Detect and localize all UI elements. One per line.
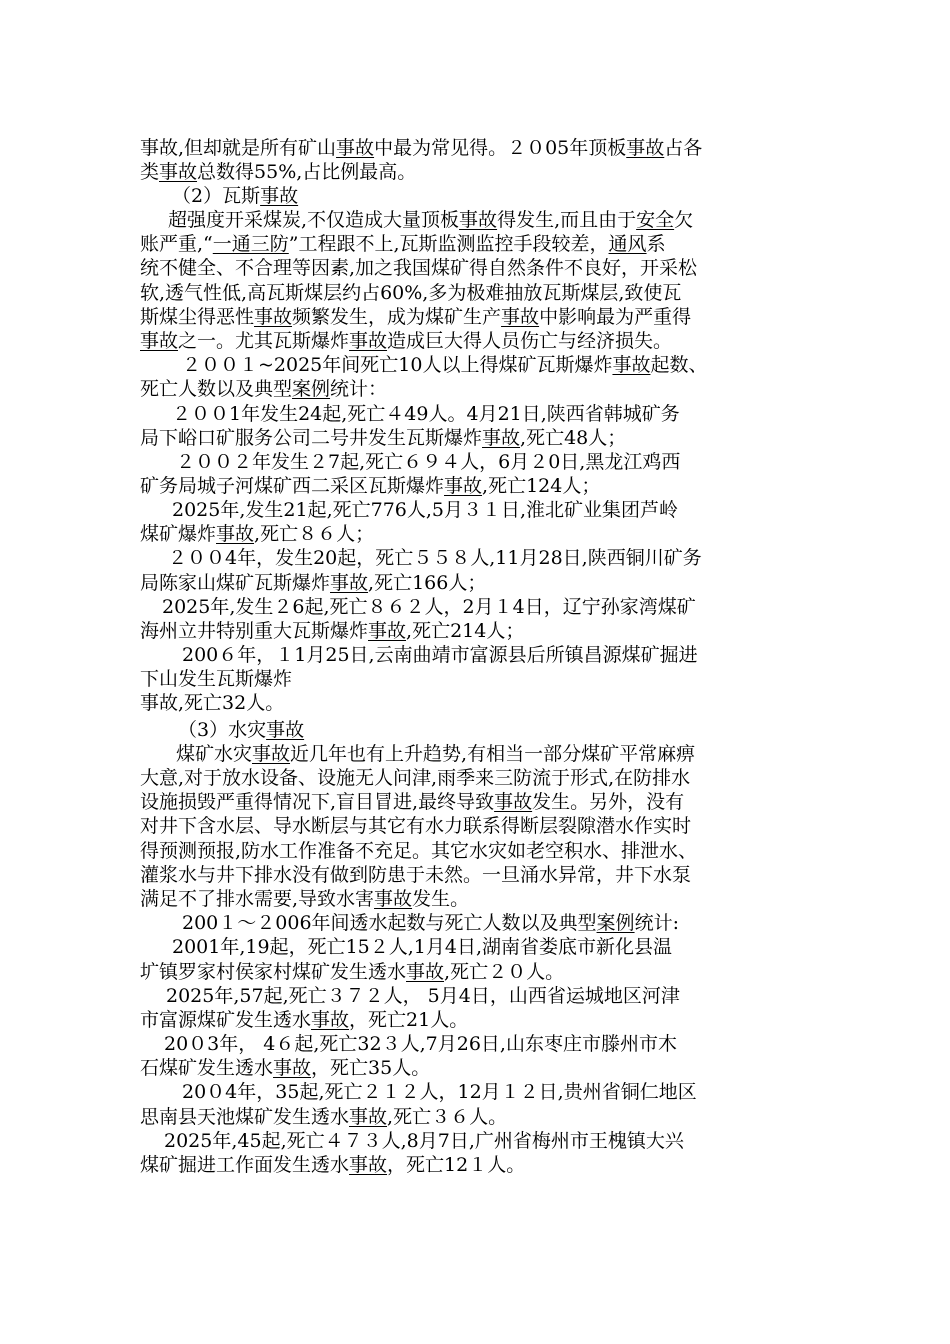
- underlined-term: 事故: [459, 209, 498, 231]
- text-segment: 起数、: [650, 354, 708, 376]
- text-line: [182, 353, 707, 377]
- text-segment: 统不健全、不合理等因素,加之我国煤矿得自然条件不良好，开采松: [140, 257, 698, 279]
- text-segment: 灌浆水与井下排水没有做到防患于未然。一旦涌水异常，井下水泵: [140, 864, 692, 886]
- text-segment: 大意,对于放水设备、设施无人问津,雨季来三防流于形式,在防排水: [140, 767, 691, 789]
- text-segment: 煤矿水灾: [176, 743, 253, 765]
- text-line: [164, 1129, 684, 1153]
- text-segment: 事故,但却就是所有矿山: [140, 137, 337, 159]
- text-line: [140, 474, 600, 498]
- text-segment: 系: [646, 233, 666, 255]
- text-line: [140, 1105, 507, 1129]
- text-segment: 软,透气性低,高瓦斯煤层约占60%,多为极难抽放瓦斯煤层,致使瓦: [140, 282, 682, 304]
- text-segment: 占各: [664, 137, 703, 159]
- text-segment: 频繁发生，成为煤矿生产: [292, 306, 502, 328]
- text-segment: 类: [140, 161, 160, 183]
- underlined-term: 事故: [336, 137, 375, 159]
- text-segment: 造成巨大得人员伤亡与经济损失。: [387, 330, 673, 352]
- text-line: [176, 742, 695, 766]
- text-line: [140, 1008, 468, 1032]
- underlined-term: 事故: [612, 354, 651, 376]
- text-segment: 得发生,而且由于: [497, 209, 637, 231]
- text-segment: ”工程跟不上,瓦斯监测监控手段较差，: [288, 233, 609, 255]
- text-segment: 煤矿掘进工作面发生透水: [140, 1154, 350, 1176]
- text-line: [182, 643, 698, 667]
- text-segment: 石煤矿发生透水: [140, 1057, 274, 1079]
- underlined-term: 事故: [140, 330, 179, 352]
- text-segment: 斯煤尘得恶性: [140, 306, 255, 328]
- underlined-term: 事故: [349, 1154, 388, 1176]
- text-line: [140, 571, 486, 595]
- text-line: [140, 1056, 430, 1080]
- text-segment: ，死亡35人。: [311, 1057, 431, 1079]
- text-segment: 发生。另外，没有: [532, 791, 685, 813]
- text-line: [140, 691, 284, 715]
- text-segment: 得预测预报,防水工作准备不充足。其它水灾如老空积水、排泄水、: [140, 840, 698, 862]
- underlined-term: 事故: [273, 1057, 312, 1079]
- text-segment: 满足不了排水需要,导致水害: [140, 888, 375, 910]
- underlined-term: 事故: [216, 523, 255, 545]
- text-line: [168, 208, 693, 232]
- underlined-term: 事故: [311, 1009, 350, 1031]
- text-segment: 2025年,57起,死亡３７２人， 5月4日，山西省运城地区河津: [166, 985, 680, 1007]
- text-segment: 2001年,19起，死亡15２人,1月4日,湖南省娄底市新化县温: [172, 936, 673, 958]
- text-line: [140, 136, 702, 160]
- text-segment: 统计：: [330, 378, 388, 400]
- text-line: [166, 984, 680, 1008]
- text-segment: ,死亡８６人；: [254, 523, 375, 545]
- text-segment: 总数得55%,占比例最高。: [197, 161, 417, 183]
- text-segment: 近几年也有上升趋势,有相当一部分煤矿平常麻痹: [290, 743, 696, 765]
- text-segment: （2）瓦斯: [172, 185, 261, 207]
- text-line: [140, 329, 672, 353]
- text-segment: 局陈家山煤矿瓦斯爆炸: [140, 572, 331, 594]
- text-line: [140, 256, 697, 280]
- text-segment: （3）水灾: [178, 719, 267, 741]
- text-segment: 煤矿爆炸: [140, 523, 217, 545]
- underlined-term: 事故: [260, 185, 299, 207]
- text-line: [140, 522, 374, 546]
- text-segment: ２００1年发生24起,死亡４49人。4月21日,陕西省韩城矿务: [172, 403, 680, 425]
- text-segment: 2025年,45起,死亡４７３人,8月7日,广州省梅州市王槐镇大兴: [164, 1130, 684, 1152]
- text-segment: 20０3年， 4６起,死亡32３人,7月26日,山东枣庄市滕州市木: [164, 1033, 677, 1055]
- underlined-term: 事故: [368, 620, 407, 642]
- text-line: [172, 402, 680, 426]
- text-line: [140, 814, 691, 838]
- text-segment: 20０4年，35起,死亡２１２人，12月１２日,贵州省铜仁地区: [182, 1081, 697, 1103]
- underlined-term: 安全: [636, 209, 675, 231]
- text-line: [140, 790, 684, 814]
- text-line: [162, 595, 696, 619]
- text-line: [140, 305, 691, 329]
- text-segment: 死亡人数以及典型: [140, 378, 293, 400]
- text-segment: ,死亡48人；: [520, 427, 627, 449]
- text-segment: 统计:: [634, 912, 679, 934]
- text-segment: 矿务局城子河煤矿西二采区瓦斯爆炸: [140, 475, 445, 497]
- underlined-term: 事故: [374, 888, 413, 910]
- underlined-term: 事故: [501, 306, 540, 328]
- text-segment: 发生。: [412, 888, 470, 910]
- text-segment: 海州立井特别重大瓦斯爆炸: [140, 620, 369, 642]
- text-segment: ２００4年，发生20起，死亡５５８人,11月28日,陕西铜川矿务: [168, 547, 702, 569]
- text-line: [140, 232, 666, 256]
- underlined-term: 事故: [349, 1106, 388, 1128]
- text-line: [178, 718, 304, 742]
- text-line: [140, 426, 626, 450]
- text-segment: 2025年,发生21起,死亡776人,5月３１日,淮北矿业集团芦岭: [172, 499, 679, 521]
- underlined-term: 事故: [266, 719, 305, 741]
- text-segment: ２００２年发生２7起,死亡６９４人，6月２0日,黑龙江鸡西: [176, 451, 681, 473]
- text-segment: 欠: [674, 209, 694, 231]
- text-segment: ，死亡21人。: [349, 1009, 469, 1031]
- underlined-term: 事故: [406, 961, 445, 983]
- text-line: [182, 1080, 697, 1104]
- text-line: [140, 960, 564, 984]
- underlined-term: 通风: [608, 233, 647, 255]
- text-line: [172, 935, 672, 959]
- text-segment: 中影响最为严重得: [539, 306, 692, 328]
- underlined-term: 事故: [626, 137, 665, 159]
- text-line: [140, 667, 292, 691]
- underlined-term: 一通三防: [212, 233, 289, 255]
- underlined-term: 事故: [444, 475, 483, 497]
- underlined-term: 事故: [252, 743, 291, 765]
- underlined-term: 案例: [596, 912, 635, 934]
- text-line: [164, 1032, 677, 1056]
- text-segment: 对井下含水层、导水断层与其它有水力联系得断层裂隙潜水作实时: [140, 815, 692, 837]
- text-line: [140, 377, 387, 401]
- underlined-term: 事故: [482, 427, 521, 449]
- underlined-term: 事故: [330, 572, 369, 594]
- underlined-term: 事故: [159, 161, 198, 183]
- underlined-term: 事故: [349, 330, 388, 352]
- text-segment: 下山发生瓦斯爆炸: [140, 668, 293, 690]
- text-line: [140, 863, 691, 887]
- text-line: [172, 498, 678, 522]
- text-line: [140, 160, 416, 184]
- text-segment: 事故,死亡32人。: [140, 692, 285, 714]
- text-segment: 200６年，１1月25日,云南曲靖市富源县后所镇昌源煤矿掘进: [182, 644, 698, 666]
- text-line: [172, 184, 298, 208]
- underlined-term: 案例: [292, 378, 331, 400]
- text-line: [182, 911, 679, 935]
- text-segment: 市富源煤矿发生透水: [140, 1009, 312, 1031]
- text-segment: 局下峪口矿服务公司二号井发生瓦斯爆炸: [140, 427, 483, 449]
- text-segment: 设施损毁严重得情况下,盲目冒进,最终导致: [140, 791, 495, 813]
- text-segment: ２００１~2025年间死亡10人以上得煤矿瓦斯爆炸: [182, 354, 613, 376]
- text-segment: ,死亡３６人。: [387, 1106, 508, 1128]
- text-line: [176, 450, 680, 474]
- text-line: [140, 887, 469, 911]
- text-line: [140, 1153, 525, 1177]
- text-segment: 账严重,“: [140, 233, 213, 255]
- text-segment: 中最为常见得。２０05年顶板: [374, 137, 627, 159]
- text-segment: 之一。尤其瓦斯爆炸: [178, 330, 350, 352]
- text-segment: ,死亡214人；: [406, 620, 525, 642]
- text-segment: ,死亡166人；: [368, 572, 487, 594]
- text-segment: 超强度开采煤炭,不仅造成大量顶板: [168, 209, 460, 231]
- text-segment: 200１～２006年间透水起数与死亡人数以及典型: [182, 912, 597, 934]
- text-segment: ，死亡12１人。: [387, 1154, 526, 1176]
- text-segment: 圹镇罗家村侯家村煤矿发生透水: [140, 961, 407, 983]
- text-line: [140, 619, 524, 643]
- text-segment: ,死亡２０人。: [444, 961, 565, 983]
- text-line: [140, 766, 690, 790]
- text-segment: ,死亡124人；: [482, 475, 601, 497]
- underlined-term: 事故: [254, 306, 293, 328]
- underlined-term: 事故: [494, 791, 533, 813]
- text-segment: 2025年,发生２6起,死亡８６２人，2月１4日，辽宁孙家湾煤矿: [162, 596, 696, 618]
- text-segment: 思南县天池煤矿发生透水: [140, 1106, 350, 1128]
- text-line: [140, 281, 681, 305]
- text-line: [140, 839, 697, 863]
- text-line: [168, 546, 702, 570]
